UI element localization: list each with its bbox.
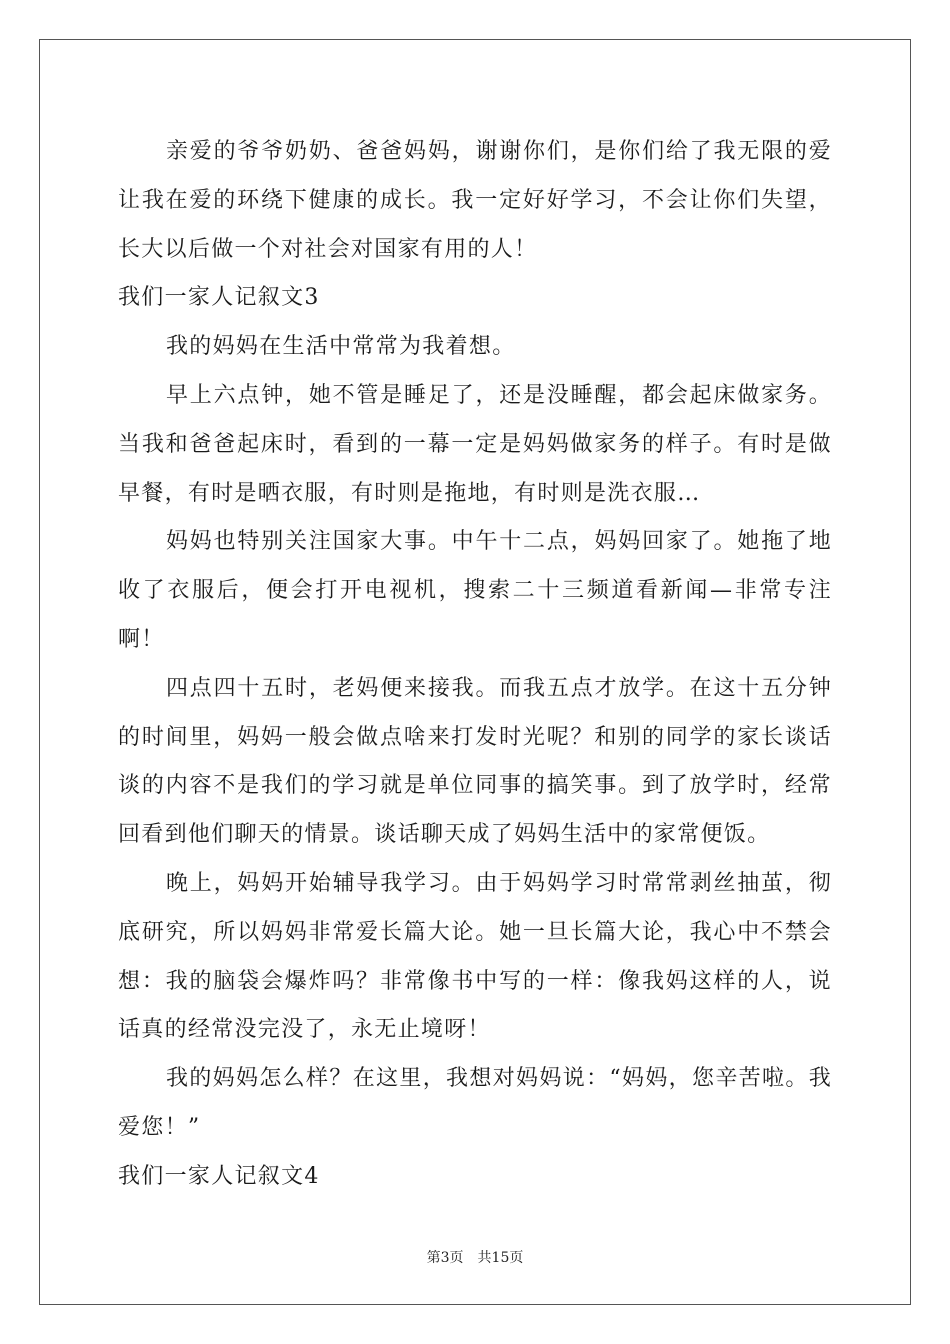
document-body xyxy=(118,128,832,1202)
paragraph: 晚上，妈妈开始辅导我学习。由于妈妈学习时常常剥丝抽茧，彻底研究，所以妈妈非常爱长篇大论。她一旦长篇大论，我心中不禁会想：我的脑袋会爆炸吗？非常像书中写的一样：像我妈这样的人，说话真的经常没完没了，永无止境呀！ xyxy=(118,870,832,1043)
paragraph: 妈妈也特别关注国家大事。中午十二点，妈妈回家了。她拖了地收了衣服后，便会打开电视机，搜索二十三频道看新闻—非常专注啊！ xyxy=(118,529,832,652)
paragraph: 早上六点钟，她不管是睡足了，还是没睡醒，都会起床做家务。当我和爸爸起床时，看到的一幕一定是妈妈做家务的样子。有时是做早餐，有时是晒衣服，有时则是拖地，有时则是洗衣服… xyxy=(118,382,832,506)
paragraph: 我的妈妈怎么样？在这里，我想对妈妈说：“妈妈，您辛苦啦。我爱您！” xyxy=(118,1066,832,1140)
paragraph: 我的妈妈在生活中常常为我着想。 xyxy=(166,334,516,360)
page-footer xyxy=(0,1247,950,1267)
page-number: 第3页 xyxy=(426,1250,464,1266)
paragraph: 四点四十五时，老妈便来接我。而我五点才放学。在这十五分钟的时间里，妈妈一般会做点啥来打发时光呢？和别的同学的家长谈话谈的内容不是我们的学习就是单位同事的搞笑事。到了放学时，经常回看到他们聊天的情景。谈话聊天成了妈妈生活中的家常便饭。 xyxy=(118,675,832,848)
section-heading: 我们一家人记叙文4 xyxy=(118,1163,320,1189)
paragraph: 亲爱的爷爷奶奶、爸爸妈妈，谢谢你们，是你们给了我无限的爱让我在爱的环绕下健康的成长。我一定好好学习，不会让你们失望，长大以后做一个对社会对国家有用的人！ xyxy=(118,139,832,262)
section-heading: 我们一家人记叙文3 xyxy=(118,285,320,311)
page-total: 共15页 xyxy=(477,1250,524,1266)
